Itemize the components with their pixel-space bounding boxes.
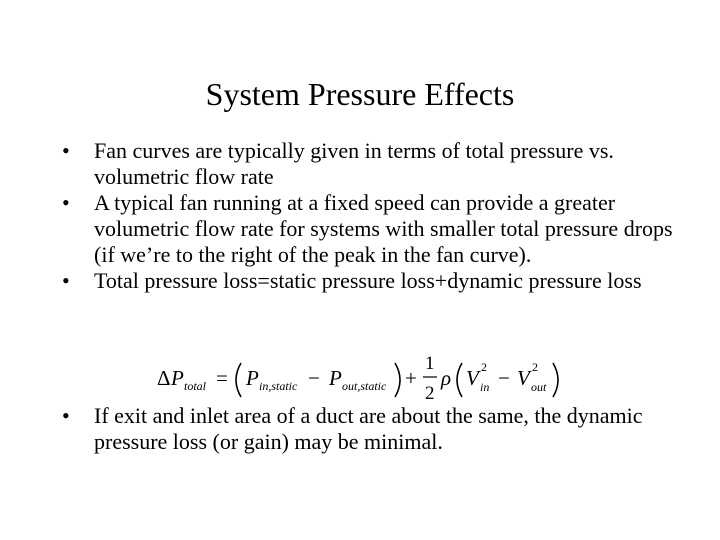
bullet-item (62, 268, 682, 294)
eq-term1-var: P (246, 366, 259, 390)
bullet-text: Total pressure loss=static pressure loss+dynamic pressure loss (94, 268, 642, 293)
eq-right-paren-2 (553, 363, 558, 397)
eq-v-in-var: V (466, 366, 479, 390)
eq-plus: + (405, 366, 417, 390)
bullet-text: If exit and inlet area of a duct are about the same, the dynamic pressure loss (or gain) may be minimal. (94, 403, 643, 454)
eq-left-paren (236, 363, 241, 397)
eq-frac-den: 2 (425, 383, 435, 404)
eq-v-out-sub: out (531, 380, 547, 394)
eq-rho: ρ (441, 366, 452, 390)
eq-equals: = (216, 366, 228, 390)
bullet-text: A typical fan running at a fixed speed can provide a greater volumetric flow rate for systems with smaller total pressure drops (if we’re to the right of the peak in the fan curve). (94, 190, 673, 267)
bullet-item (62, 403, 682, 455)
eq-left-paren-2 (457, 363, 462, 397)
eq-frac-num: 1 (425, 353, 435, 374)
bullet-marker: • (62, 403, 70, 428)
equation-graphic (155, 345, 575, 405)
eq-v-out-var: V (517, 366, 530, 390)
eq-term2-sub: out,static (342, 379, 387, 393)
eq-term1-sub: in,static (259, 379, 298, 393)
pressure-equation (155, 345, 575, 405)
eq-lhs-sub: total (184, 379, 207, 393)
eq-minus-2: − (498, 366, 510, 390)
eq-minus: − (308, 366, 320, 390)
eq-term2-var: P (329, 366, 342, 390)
eq-v-out-square: 2 (532, 360, 538, 374)
bullet-text: Fan curves are typically given in terms of total pressure vs. volumetric flow rate (94, 138, 614, 189)
bullet-item (62, 190, 682, 268)
bullet-marker: • (62, 268, 70, 293)
eq-v-in-square: 2 (481, 360, 487, 374)
eq-v-in-sub: in (480, 380, 490, 394)
bullet-marker: • (62, 138, 70, 163)
eq-delta: Δ (157, 366, 171, 390)
bullet-list (62, 138, 682, 294)
slide-title: System Pressure Effects (205, 76, 515, 112)
eq-lhs-var: P (171, 366, 184, 390)
eq-right-paren (395, 363, 400, 397)
bullet-item (62, 138, 682, 190)
bullet-marker: • (62, 190, 70, 215)
